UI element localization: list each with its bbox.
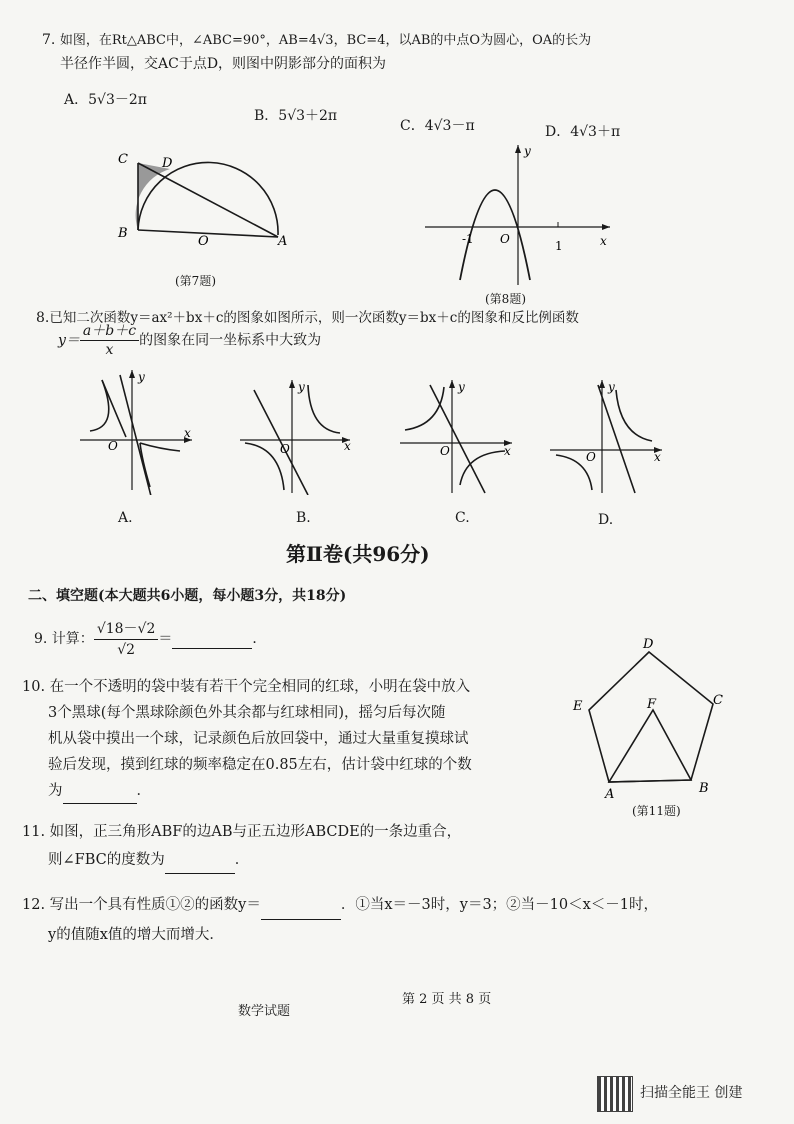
q12	[22, 890, 658, 950]
q8-label-y: y	[524, 144, 531, 158]
qr-code-icon	[597, 1076, 633, 1112]
q7-line2: 半径作半圆，交AC于点D，则图中阴影部分的面积为	[60, 56, 387, 72]
q8-graph-b	[240, 375, 360, 495]
svg-text:x: x	[654, 450, 661, 464]
q7-option-a: A．5√3－2π	[64, 92, 147, 108]
svg-text:A: A	[605, 787, 615, 802]
svg-text:D: D	[643, 637, 654, 652]
svg-text:O: O	[280, 442, 290, 456]
q10-line4: 验后发现，摸到红球的频率稳定在0.85左右，估计袋中红球的个数	[48, 757, 472, 773]
svg-text:x: x	[344, 439, 351, 453]
q7-label-o: O	[198, 234, 209, 249]
svg-text:O: O	[440, 444, 450, 458]
q7-label-d: D	[162, 156, 173, 171]
q8-option-d-label: D.	[598, 512, 614, 528]
q9-answer-blank	[172, 630, 252, 649]
q8-line1: 8.已知二次函数y＝ax²＋bx＋c的图象如图所示，则一次函数y＝bx＋c的图象和反比例函数	[36, 310, 579, 326]
q11-answer-blank	[165, 855, 235, 874]
svg-text:y: y	[608, 380, 615, 394]
q8-option-a-label: A.	[118, 510, 133, 526]
q11-caption: (第11题)	[632, 804, 681, 818]
q12-line2: y的值随x值的增大而增大．	[48, 927, 224, 943]
q8-label-m1: -1	[462, 232, 474, 246]
q8-option-c-label: C.	[455, 510, 470, 526]
q10-answer-blank	[63, 785, 137, 804]
svg-text:C: C	[713, 693, 723, 708]
svg-text:O: O	[586, 450, 596, 464]
q8-option-b-label: B.	[296, 510, 311, 526]
svg-text:y: y	[298, 380, 305, 394]
q11	[22, 818, 461, 874]
q8-label-o: O	[500, 232, 510, 246]
svg-text:B: B	[699, 781, 709, 796]
q11-pentagon	[589, 652, 713, 782]
q8-figure	[420, 140, 620, 290]
q7-label-a: A	[278, 234, 288, 249]
q7-shaded-region	[136, 163, 170, 230]
q7-caption: (第7题)	[175, 274, 216, 288]
q10-line5: 为 ．	[22, 778, 472, 804]
q11-line2: 则∠FBC的度数为 ．	[22, 846, 461, 874]
q11-line1: 11. 如图，正三角形ABF的边AB与正五边形ABCDE的一条边重合，	[22, 824, 462, 840]
q7-option-b: B．5√3＋2π	[254, 108, 338, 124]
q8-label-p1: 1	[555, 239, 563, 253]
section2-title: 第Ⅱ卷(共96分)	[286, 542, 430, 566]
q10-line1: 10. 在一个不透明的袋中装有若干个完全相同的红球，小明在袋中放入	[22, 679, 471, 695]
q8-line2: y＝ $\frac{a+b+c}{x}$ 的图象在同一坐标系中大致为	[58, 323, 322, 358]
q7-label-c: C	[118, 152, 128, 167]
svg-text:F: F	[647, 697, 657, 712]
q7-option-c: C．4√3－π	[400, 118, 475, 134]
watermark-text: 扫描全能王 创建	[640, 1085, 743, 1101]
q12-answer-blank	[261, 901, 341, 920]
q8-graph-d	[550, 375, 670, 495]
svg-text:E: E	[573, 699, 583, 714]
q7-option-d: D．4√3＋π	[545, 124, 621, 140]
q8-label-x: x	[600, 234, 607, 248]
svg-text:x: x	[504, 444, 511, 458]
q7-line1: 7. 如图，在Rt△ABC中，∠ABC=90°，AB=4√3，BC=4，以AB的中点O为圆心，OA的长为	[42, 32, 592, 48]
q10-line3: 机从袋中摸出一个球，记录颜色后放回袋中，通过大量重复摸球试	[48, 731, 469, 747]
q10-line2: 3个黑球(每个黑球除颜色外其余都与红球相同)，摇匀后每次随	[48, 705, 446, 721]
q7-figure	[110, 145, 300, 255]
footer-subject: 数学试题	[238, 1004, 291, 1019]
q11-triangle	[609, 710, 691, 782]
svg-text:x: x	[184, 426, 191, 440]
svg-text:y: y	[138, 370, 145, 384]
q8-graph-a	[80, 365, 200, 495]
q8-graph-c	[400, 375, 520, 495]
q7-label-b: B	[118, 226, 128, 241]
svg-text:O: O	[108, 439, 118, 453]
q9: 9. 计算： $\frac{√18-√2}{√2}$ ＝ ．	[34, 620, 267, 658]
section2-heading: 二、填空题(本大题共6小题，每小题3分，共18分)	[28, 588, 347, 604]
svg-text:y: y	[458, 380, 465, 394]
footer-page: 第 2 页 共 8 页	[402, 992, 492, 1007]
q8-caption: (第8题)	[485, 292, 526, 306]
q10	[22, 674, 472, 804]
q11-figure	[565, 632, 735, 822]
q12-line1: 12. 写出一个具有性质①②的函数y＝ ．①当x＝－3时，y＝3；②当－10＜x＜－1时，	[22, 890, 658, 920]
